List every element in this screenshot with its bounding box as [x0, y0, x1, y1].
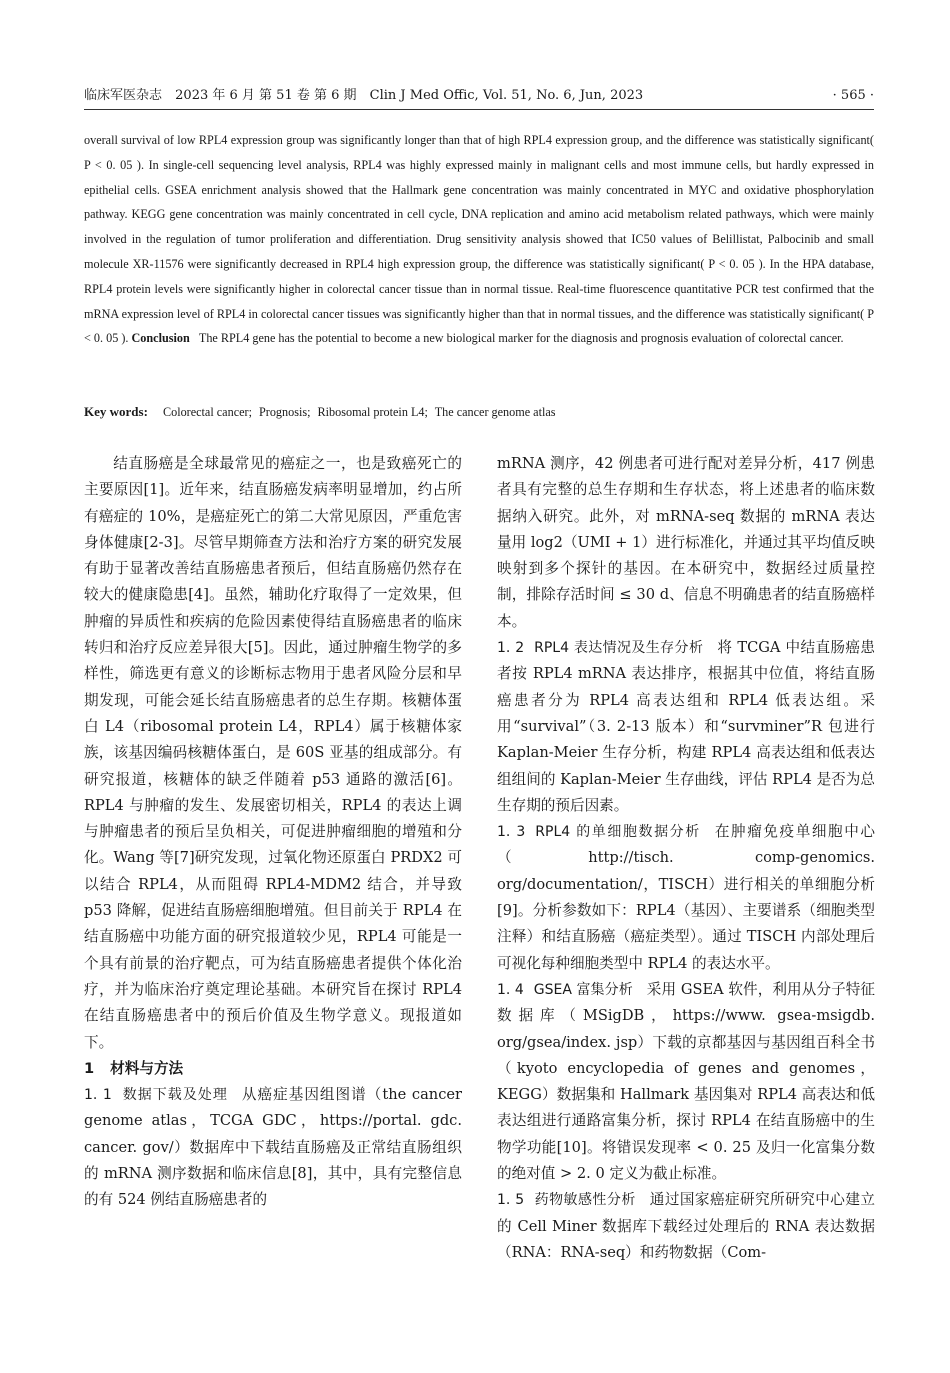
subsection-number: 1. 3 — [497, 824, 526, 841]
intro-paragraph: 结直肠癌是全球最常见的癌症之一，也是致癌死亡的主要原因[1]。近年来，结直肠癌发病率明显增加，约占所有癌症的 10%，是癌症死亡的第二大常见原因，严重危害身体健康[2-3]。尽管早期筛查方法和治疗方案的研究发展有助于显著改善结直肠癌患者预后，但结直肠癌仍然存在较大的健康隐患[4]。虽然，辅助化疗取得了一定效果，但肿瘤的异质性和疾病的危险因素使得结直肠癌患者的临床转归和治疗反应差异很大[5]。因此，通过肿瘤生物学的多样性，筛选更有意义的诊断标志物用于患者风险分层和早期发现，可能会延长结直肠癌患者的总生存期。核糖体蛋白 L4（ribosomal protein L4，RPL4）属于核糖体家族，该基因编码核糖体蛋白，是 60S 亚基的组成部分。有研究报道，核糖体的缺乏伴随着 p53 通路的激活[6]。RPL4 与肿瘤的发生、发展密切相关，RPL4 的表达上调与肿瘤患者的预后呈负相关，可促进肿瘤细胞的增殖和分化。Wang 等[7]研究发现，过氧化物还原蛋白 PRDX2 可以结合 RPL4，从而阻碍 RPL4-MDM2 结合，并导致 p53 降解，促进结直肠癌细胞增殖。但目前关于 RPL4 在结直肠癌中功能方面的研究报道较少见，RPL4 可能是一个具有前景的治疗靶点，可为结直肠癌患者提供个体化治疗，并为临床治疗奠定理论基础。本研究旨在探讨 RPL4 在结直肠癌患者中的预后价值及生物学意义。现报道如下。 — [84, 455, 462, 1051]
subsection-title: 数据下载及处理 — [121, 1087, 228, 1104]
right-column — [497, 451, 875, 1266]
keywords-line — [84, 400, 874, 424]
subsection-number: 1. 4 — [497, 981, 524, 998]
subsection-1-4 — [497, 977, 875, 1187]
keyword-item: Prognosis; — [259, 405, 311, 419]
subsection-text: 将 TCGA 中结直肠癌患者按 RPL4 mRNA 表达排序，根据其中位值，将结直肠癌患者分为 RPL4 高表达组和 RPL4 低表达组。采用“survival”（3. 2-13 版本）和“survminer”R 包进行 Kaplan-Meier 生存分析，构建 RPL4 高表达组和低表达组组间的 Kaplan-Meier 生存曲线，评估 RPL4 是否为总生存期的预后因素。 — [497, 639, 875, 814]
journal-name-cn: 临床军医杂志 — [84, 88, 163, 103]
page-number: · 565 · — [832, 88, 874, 103]
abstract-block — [84, 128, 874, 351]
subsection-1-1 — [84, 1082, 462, 1213]
subsection-number: 1. 2 — [497, 640, 525, 657]
subsection-1-5 — [497, 1187, 875, 1266]
subsection-1-3 — [497, 819, 875, 977]
section-heading-methods — [84, 1056, 462, 1082]
subsection-title: GSEA 富集分析 — [533, 981, 633, 998]
running-header — [84, 83, 874, 110]
journal-name-en: Clin J Med Offic, Vol. 51, No. 6, Jun, 2023 — [369, 88, 644, 103]
subsection-number: 1. 5 — [497, 1192, 525, 1209]
header-left — [84, 83, 652, 109]
left-column — [84, 451, 462, 1214]
subsection-title: RPL4 的单细胞数据分析 — [535, 824, 701, 841]
subsection-text: 通过国家癌症研究所研究中心建立的 Cell Miner 数据库下载经过处理后的 RNA 表达数据（RNA：RNA-seq）和药物数据（Com- — [497, 1191, 875, 1261]
conclusion-text: The RPL4 gene has the potential to become a new biological marker for the diagnosis and prognosis evaluation of colorectal cancer. — [198, 331, 844, 346]
subsection-title: RPL4 表达情况及生存分析 — [534, 640, 704, 657]
subsection-1-2 — [497, 635, 875, 819]
issue-date-cn: 2023 年 6 月 第 51 卷 第 6 期 — [175, 88, 357, 103]
subsection-text: 采用 GSEA 软件，利用从分子特征数据库（MSigDB，https://www. gsea-msigdb. org/gsea/index. jsp）下载的京都基因与基因组百科全书（kyoto encyclopedia of genes and genomes，KEGG）数据集和 Hallmark 基因集对 RPL4 高表达和低表达组进行通路富集分析，探讨 RPL4 在结直肠癌中的生物学功能[10]。将错误发现率 < 0. 25 及归一化富集分数的绝对值 > 2. 0 定义为截止标准。 — [497, 980, 875, 1183]
subsection-text: 在肿瘤免疫单细胞中心（http://tisch. comp-genomics. org/documentation/，TISCH）进行相关的单细胞分析[9]。分析参数如下：RPL4（基因）、主要谱系（细胞类型注释）和结直肠癌（癌症类型）。通过 TISCH 内部处理后可视化每种细胞类型中 RPL4 的表达水平。 — [497, 823, 875, 972]
continued-paragraph: mRNA 测序，42 例患者可进行配对差异分析，417 例患者具有完整的总生存期和生存状态，将上述患者的临床数据纳入研究。此外，对 mRNA-seq 数据的 mRNA 表达量用 log2（UMI + 1）进行标准化，并通过其平均值反映映射到多个探针的基因。在本研究中，数据经过质量控制，排除存活时间 ≤ 30 d、信息不明确患者的结直肠癌样本。 — [497, 455, 875, 630]
subsection-text: 从癌症基因组图谱（the cancer genome atlas，TCGA GDC，https://portal. gdc. cancer. gov/）数据库中下载结直肠癌及正常结直肠组织的 mRNA 测序数据和临床信息[8]，其中，具有完整信息的有 524 例结直肠癌患者的 — [84, 1086, 462, 1209]
keywords-label: Key words: — [84, 404, 148, 419]
section-title: 材料与方法 — [110, 1059, 184, 1077]
keyword-item: The cancer genome atlas — [434, 405, 556, 419]
keyword-item: Ribosomal protein L4; — [317, 405, 428, 419]
subsection-title: 药物敏感性分析 — [534, 1192, 636, 1209]
section-number: 1 — [84, 1059, 95, 1077]
abstract-body: overall survival of low RPL4 expression group was significantly longer than that of high RPL4 expression group, and the difference was statistically significant( P < 0. 05 ). In single-cell sequencing level analysis, RPL4 was highly expressed mainly in malignant cells and most immune cells, but hardly expressed in epithelial cells. GSEA enrichment analysis showed that the Hallmark gene concentration was mainly concentrated in MYC and oxidative phosphorylation pathway. KEGG gene concentration was mainly concentrated in cell cycle, DNA replication and amino acid metabolism related pathways, which were mainly involved in the regulation of tumor proliferation and differentiation. Drug sensitivity analysis showed that IC50 values of Belillistat, Palbocinib and small molecule XR-11576 were significantly decreased in RPL4 high expression group, the difference was statistically significant( P < 0. 05 ). In the HPA database, RPL4 protein levels were significantly higher in colorectal cancer tissue than in normal tissue. Real-time fluorescence quantitative PCR test confirmed that the mRNA expression level of RPL4 in colorectal cancer tissues was significantly higher than that in normal tissues, and the difference was statistically significant( P < 0. 05 ). — [84, 133, 874, 346]
keyword-item: Colorectal cancer; — [162, 405, 252, 419]
conclusion-label: Conclusion — [131, 331, 190, 346]
subsection-number: 1. 1 — [84, 1087, 112, 1104]
abstract-paragraph — [84, 128, 874, 351]
